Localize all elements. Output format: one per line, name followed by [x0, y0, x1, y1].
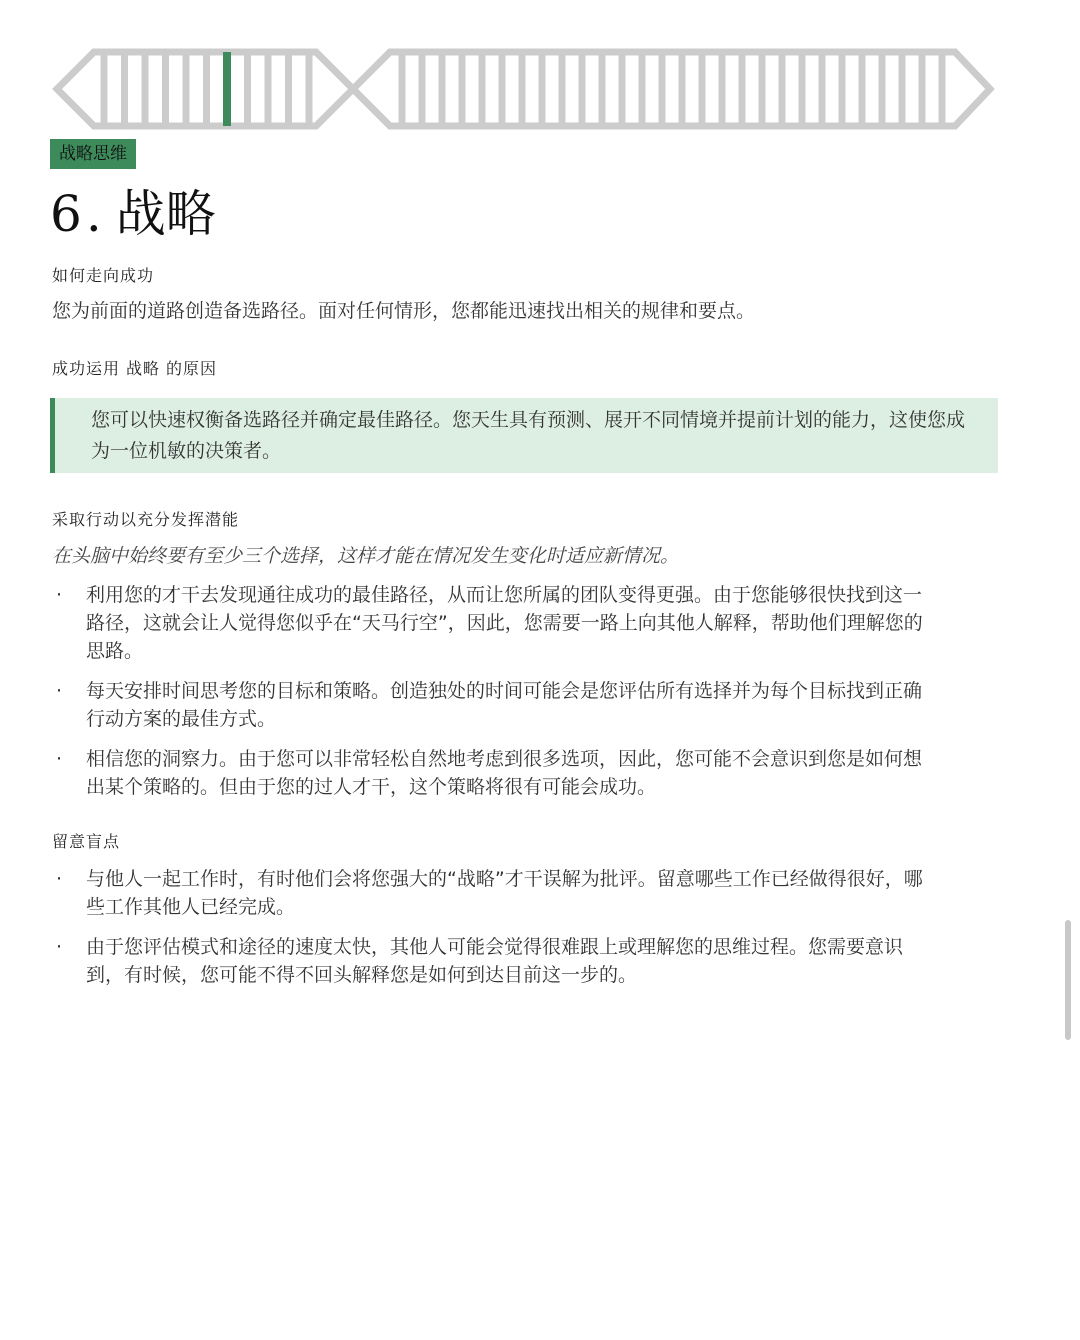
domain-tag: 战略思维	[50, 139, 136, 169]
bullet-icon: ·	[56, 584, 63, 606]
list-item-text: 由于您评估模式和途径的速度太快，其他人可能会觉得很难跟上或理解您的思维过程。您需要意识到，有时候，您可能不得不回头解释您是如何到达目前这一步的。	[86, 936, 904, 986]
list-item-text: 每天安排时间思考您的目标和策略。创造独处的时间可能会是您评估所有选择并为每个目标找到正确行动方案的最佳方式。	[86, 680, 923, 730]
action-lead: 在头脑中始终要有至少三个选择，这样才能在情况发生变化时适应新情况。	[52, 545, 680, 567]
why-heading	[52, 358, 217, 380]
why-heading-prefix: 成功运用	[52, 359, 121, 378]
vertical-scrollbar[interactable]	[1065, 920, 1071, 1040]
blind-spots-list	[52, 865, 932, 989]
title-number: 6	[50, 185, 82, 243]
why-heading-suffix: 的原因	[166, 359, 218, 378]
list-item-text: 相信您的洞察力。由于您可以非常轻松自然地考虑到很多选项，因此，您可能不会意识到您是如何想出某个策略的。但由于您的过人才干，这个策略将很有可能会成功。	[86, 748, 923, 798]
title-name: 战略	[115, 185, 216, 243]
bullet-icon: ·	[56, 868, 63, 890]
action-list	[52, 581, 932, 801]
list-item	[52, 677, 932, 733]
list-item	[52, 745, 932, 801]
blind-spots-heading: 留意盲点	[52, 832, 121, 851]
list-item	[52, 865, 932, 921]
action-heading: 采取行动以充分发挥潜能	[52, 510, 240, 529]
why-callout: 您可以快速权衡备选路径并确定最佳路径。您天生具有预测、展开不同情境并提前计划的能力，这使您成为一位机敏的决策者。	[50, 398, 998, 473]
strength-domain-arrow-banner-icon	[50, 44, 995, 134]
intro-heading: 如何走向成功	[52, 266, 155, 285]
banner-right-outline	[353, 52, 990, 126]
list-item-text: 与他人一起工作时，有时他们会将您强大的“战略”才干误解为批评。留意哪些工作已经做得很好，哪些工作其他人已经完成。	[86, 868, 923, 918]
bullet-icon: ·	[56, 748, 63, 770]
title-separator: .	[85, 185, 102, 243]
bullet-icon: ·	[56, 936, 63, 958]
list-item-text: 利用您的才干去发现通往成功的最佳路径，从而让您所属的团队变得更强。由于您能够很快找到这一路径，这就会让人觉得您似乎在“天马行空”，因此，您需要一路上向其他人解释，帮助他们理解您的思路。	[86, 584, 923, 662]
list-item	[52, 581, 932, 665]
why-heading-term: 战略	[126, 359, 161, 378]
list-item	[52, 933, 932, 989]
bullet-icon: ·	[56, 680, 63, 702]
page-title	[50, 182, 216, 246]
intro-text: 您为前面的道路创造备选路径。面对任何情形，您都能迅速找出相关的规律和要点。	[52, 300, 756, 322]
